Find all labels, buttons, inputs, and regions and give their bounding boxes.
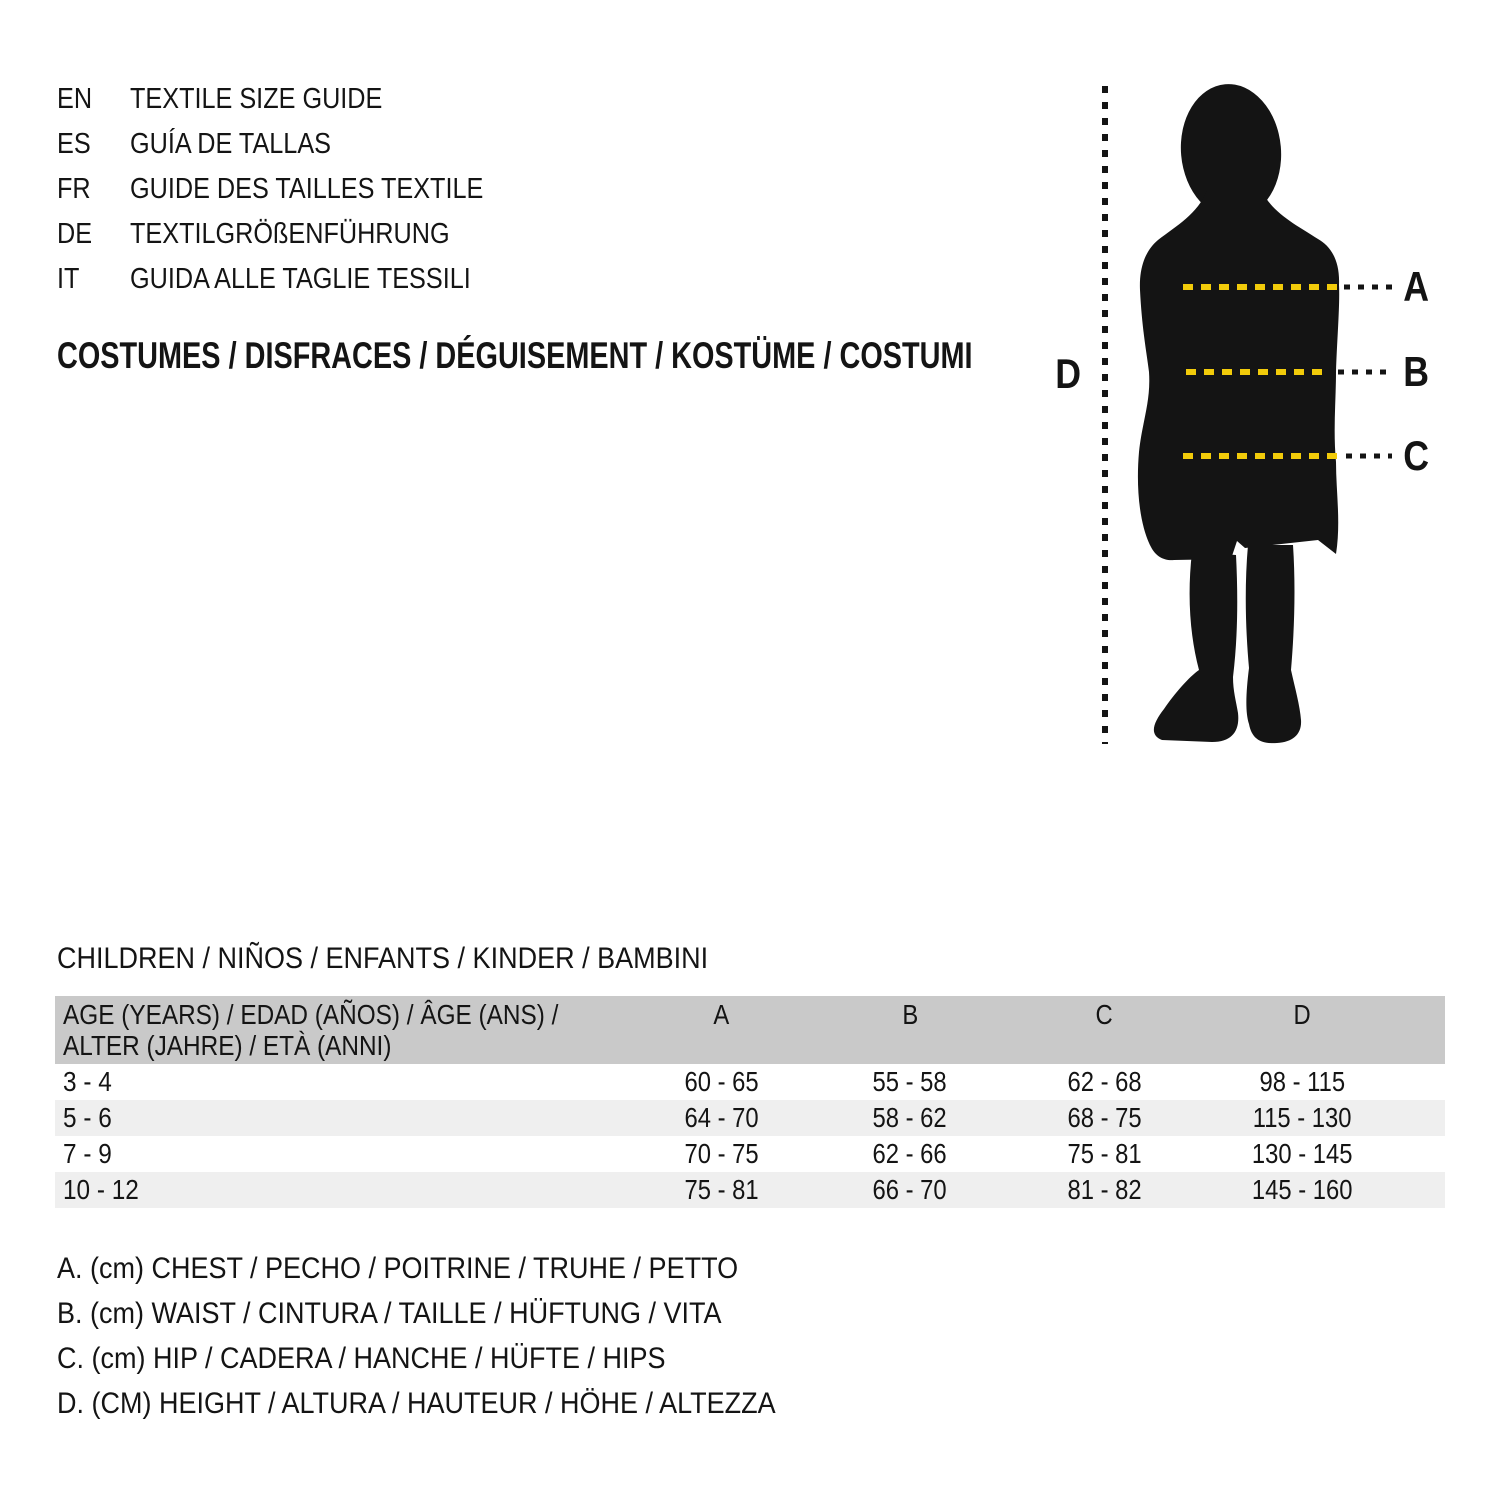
legend-hip: C. (cm) HIP / CADERA / HANCHE / HÜFTE / HIPS bbox=[57, 1342, 666, 1375]
height-cell: 130 - 145 bbox=[1251, 1138, 1353, 1169]
height-cell: 145 - 160 bbox=[1251, 1174, 1353, 1205]
spacer-cell bbox=[1401, 1172, 1445, 1208]
size-table-header bbox=[55, 996, 1445, 1064]
waist-cell: 66 - 70 bbox=[872, 1174, 948, 1205]
waist-cell: 58 - 62 bbox=[872, 1102, 948, 1133]
spacer-cell bbox=[1401, 1136, 1445, 1172]
hip-cell: 75 - 81 bbox=[1067, 1138, 1142, 1169]
language-code: IT bbox=[57, 263, 80, 295]
age-cell: 7 - 9 bbox=[63, 1138, 112, 1169]
chest-cell: 60 - 65 bbox=[684, 1066, 759, 1097]
language-title: TEXTILGRÖßENFÜHRUNG bbox=[130, 218, 450, 250]
age-cell: 10 - 12 bbox=[63, 1174, 139, 1205]
language-code: DE bbox=[57, 218, 93, 250]
language-title: GUIDA ALLE TAGLIE TESSILI bbox=[130, 263, 471, 295]
chest-cell: 70 - 75 bbox=[684, 1138, 759, 1169]
hip-cell: 62 - 68 bbox=[1067, 1066, 1142, 1097]
column-header-d: D bbox=[1293, 999, 1311, 1030]
language-row-it bbox=[57, 257, 536, 302]
language-title: GUÍA DE TALLAS bbox=[130, 128, 331, 160]
language-row-en bbox=[57, 77, 536, 122]
height-label-d: D bbox=[1055, 350, 1081, 397]
language-code: FR bbox=[57, 173, 91, 205]
language-list bbox=[57, 77, 536, 302]
language-row-es bbox=[57, 122, 536, 167]
spacer-cell bbox=[1401, 996, 1445, 1064]
hip-cell: 81 - 82 bbox=[1067, 1174, 1142, 1205]
spacer-cell bbox=[1401, 1100, 1445, 1136]
language-row-fr bbox=[57, 167, 536, 212]
table-row bbox=[55, 1172, 1445, 1208]
table-row bbox=[55, 1100, 1445, 1136]
child-silhouette bbox=[1138, 80, 1339, 743]
age-column-header: AGE (YEARS) / EDAD (AÑOS) / ÂGE (ANS) / ALTER (JAHRE) / ETÀ (ANNI) bbox=[63, 999, 559, 1061]
legend-chest: A. (cm) CHEST / PECHO / POITRINE / TRUHE / PETTO bbox=[57, 1252, 739, 1285]
legend-waist: B. (cm) WAIST / CINTURA / TAILLE / HÜFTUNG / VITA bbox=[57, 1297, 722, 1330]
size-table bbox=[55, 996, 1445, 1208]
legend-height: D. (CM) HEIGHT / ALTURA / HAUTEUR / HÖHE / ALTEZZA bbox=[57, 1387, 776, 1420]
language-title: TEXTILE SIZE GUIDE bbox=[130, 83, 383, 115]
chest-label-a: A bbox=[1403, 263, 1429, 310]
height-cell: 98 - 115 bbox=[1259, 1066, 1345, 1097]
column-header-c: C bbox=[1095, 999, 1114, 1030]
chest-cell: 75 - 81 bbox=[684, 1174, 759, 1205]
measurement-legend bbox=[57, 1246, 855, 1426]
height-cell: 115 - 130 bbox=[1252, 1102, 1352, 1133]
language-code: ES bbox=[57, 128, 91, 160]
category-heading: COSTUMES / DISFRACES / DÉGUISEMENT / KOSTÜME / COSTUMI bbox=[57, 335, 973, 376]
hip-label-c: C bbox=[1403, 432, 1429, 479]
table-row bbox=[55, 1136, 1445, 1172]
child-measurement-figure bbox=[1040, 75, 1460, 765]
column-header-b: B bbox=[902, 999, 918, 1030]
spacer-cell bbox=[1401, 1064, 1445, 1100]
hip-cell: 68 - 75 bbox=[1067, 1102, 1142, 1133]
language-title: GUIDE DES TAILLES TEXTILE bbox=[130, 173, 484, 205]
waist-cell: 62 - 66 bbox=[872, 1138, 948, 1169]
chest-cell: 64 - 70 bbox=[684, 1102, 759, 1133]
column-header-a: A bbox=[713, 999, 730, 1030]
waist-label-b: B bbox=[1403, 348, 1429, 395]
age-cell: 3 - 4 bbox=[63, 1066, 112, 1097]
language-code: EN bbox=[57, 83, 93, 115]
section-heading: CHILDREN / NIÑOS / ENFANTS / KINDER / BAMBINI bbox=[57, 942, 709, 975]
waist-cell: 55 - 58 bbox=[872, 1066, 948, 1097]
table-row bbox=[55, 1064, 1445, 1100]
age-cell: 5 - 6 bbox=[63, 1102, 112, 1133]
language-row-de bbox=[57, 212, 536, 257]
